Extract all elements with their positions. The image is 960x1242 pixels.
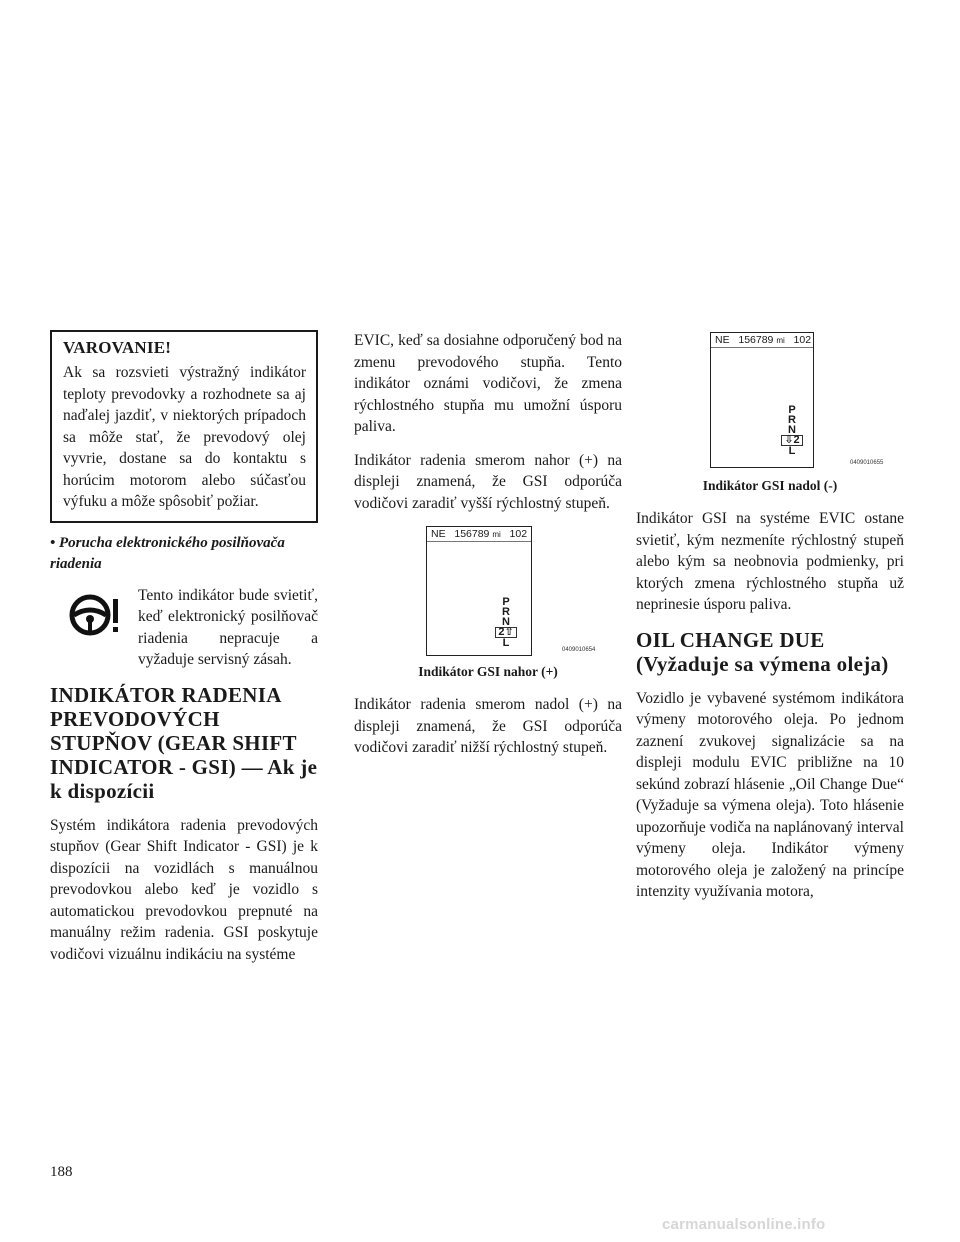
column-left (50, 330, 318, 977)
evic-display-down (710, 332, 814, 468)
gsi-heading: INDIKÁTOR RADENIA PREVODOVÝCH STUPŇOV (GEAR SHIFT INDICATOR - GSI) — Ak je k dispozícii (50, 682, 318, 803)
watermark: carmanualsonline.info (662, 1216, 826, 1233)
figure-gsi-down (636, 332, 904, 472)
warning-text: Ak sa rozsvieti výstražný indikátor teploty prevodovky a rozhodnete sa aj naďalej jazdiť, v niektorých prípadoch sa môže stať, že prevodový olej vyvrie, dostane sa do kontaktu s horúcim motorom alebo súčasťou výfuku a môže spôsobiť požiar. (63, 364, 306, 510)
gsi-paragraph-3: Indikátor radenia smerom nahor (+) na displeji znamená, že GSI odporúča vodičovi zaradiť vyšší rýchlostný stupeň. (354, 451, 622, 512)
display-unit: mi (492, 530, 501, 539)
evic-display-up (426, 526, 532, 656)
page-number: 188 (50, 1164, 73, 1180)
figure-code: 0409010655 (850, 460, 884, 466)
display-top-line (711, 333, 813, 348)
gear-r: R (502, 606, 510, 618)
gear-l: L (502, 637, 510, 649)
gear-n: N (788, 424, 796, 436)
bullet-power-steering: • Porucha elektronického posilňovača riadenia (50, 534, 285, 572)
column-right (636, 330, 904, 915)
gear-2-downshift: ⇩2 (781, 435, 802, 446)
column-middle (354, 330, 622, 771)
oil-change-heading (636, 628, 904, 676)
figure-gsi-up (354, 526, 622, 658)
display-unit: mi (776, 336, 785, 345)
steering-warning-row (50, 585, 318, 671)
gear-list (493, 597, 519, 648)
oil-change-title: OIL CHANGE DUE (636, 627, 825, 652)
gear-p: P (502, 596, 510, 608)
warning-box (50, 330, 318, 523)
display-top-line (427, 527, 531, 542)
gsi-paragraph-4: Indikátor radenia smerom nadol (+) na displeji znamená, že GSI odporúča vodičovi zaradiť nižší rýchlostný stupeň. (354, 696, 622, 756)
display-direction: NE (715, 334, 730, 346)
steering-warning-icon (68, 591, 124, 639)
display-direction: NE (431, 528, 446, 540)
display-odometer: 156789 (738, 334, 774, 346)
gsi-paragraph-1: Systém indikátora radenia prevodových stupňov (Gear Shift Indicator - GSI) je k dispozícii na vozidlách s manuálnou prevodovkou alebo keď je vozidlo s automatickou prevodovkou prepnuté na manuálny režim radenia. GSI poskytuje vodičovi vizuálnu indikáciu na systéme (50, 816, 318, 963)
caption-gsi-up: Indikátor GSI nahor (+) (418, 664, 558, 679)
display-value: 102 (793, 334, 812, 346)
gear-n: N (502, 616, 510, 628)
display-odometer: 156789 (454, 528, 490, 540)
display-value: 102 (509, 528, 528, 540)
gear-p: P (788, 404, 796, 416)
warning-title: VAROVANIE! (63, 338, 172, 357)
gear-r: R (788, 414, 796, 426)
gear-2-upshift: 2⇧ (495, 627, 516, 638)
gear-l: L (788, 445, 796, 457)
oil-change-paragraph: Vozidlo je vybavené systémom indikátora výmeny motorového oleja. Po jednom zaznení zvukovej signalizácie sa na displeji modulu EVIC približne na 10 sekúnd zobrazí hlásenie „Oil Change Due“ (Vyžaduje sa výmena oleja). Toto hlásenie upozorňuje vodiča na naplánovaný interval výmeny oleja. Indikátor výmeny motorového oleja je založený na princípe intenzity využívania motora, (636, 689, 904, 900)
figure-code: 0409010654 (562, 647, 596, 653)
gear-list (779, 405, 805, 456)
gsi-paragraph-5: Indikátor GSI na systéme EVIC ostane svietiť, kým nezmeníte rýchlostný stupeň alebo kým sa neobnovia podmienky, pri ktorých zmena rýchlostného stupňa už neprinesie úsporu paliva. (636, 510, 904, 613)
caption-gsi-down: Indikátor GSI nadol (-) (702, 478, 838, 493)
steering-warning-text: Tento indikátor bude svietiť, keď elektronický posilňovač riadenia nepracuje a vyžaduje servisný zásah. (138, 586, 318, 668)
oil-change-subtitle: (Vyžaduje sa výmena oleja) (636, 651, 889, 676)
gsi-paragraph-2: EVIC, keď sa dosiahne odporučený bod na zmenu prevodového stupňa. Tento indikátor oznámi vodičovi, že zmena rýchlostného stupňa mu umožní úsporu paliva. (354, 332, 622, 435)
